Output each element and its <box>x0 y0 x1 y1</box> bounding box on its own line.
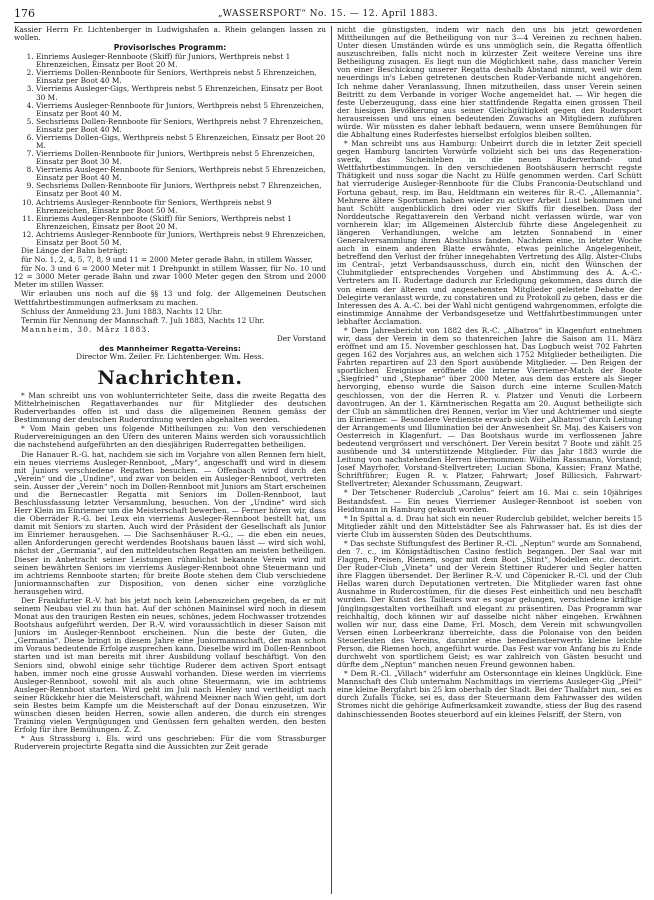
program-item: 3. Vierriems Ausleger-Gigs, Werthpreis nebst 5 Ehrenzeichen, Einsatz per Boot 30 M. <box>36 85 326 101</box>
news-item: * Man schreibt uns aus Hamburg: Unbeirrt durch die in letzter Zeit speciell gegen Hamburg lancirten Vorwürfe vollzieht sich bei uns das Regenerationswerk, das Sicheinleben in die neuen Ruderverband- und Wettfahrtbestimmungen. In den verschiedenen Bootshäusern herrscht regste Thätigkeit und nuss sogar die Nacht zu Hülfe genommen werden. Carl Schütt hat vierruderige Ausleger-Rennboote für die Clubs Franconia-Deutschland und Fortuna gebaut, resp. im Bau, Heldtmann ein weiteres für R.-C. „Allemannia“. Mehrere ältere Sportsmen haben wieder zu activer Arbeit Lust bekommen und baut Schütt augenblicklich drei oder vier Skiffs für dieselben. Dass der Norddeutsche Regattaverein den Verband nicht verlassen würde, war von vornherein klar; im Allgemeinen Alsterclub führte diese Angelegenheit zu längeren Verhandlungen, welche am letzten Sonnabend in einer Generalversammlung ihren Abschluss fanden. Nachdem eine, in letzter Woche auch in einem anderen Blatte erwähnte, etwas peinliche Angelegenheit, betreffend den Verlust der früher innegehabten Vertretung des Allg. Alster-Clubs im Central-, jetzt Verbandsausschuss, durch ein, nicht den Wünschen der Clubmitglieder entsprechendes Vorgehen und Abstimmung des A. A.-C.-Vertreters am II. Rudertage dadurch zur Erledigung gekommen, dass durch die von einem der älteren und angesehensten Mitglieder geleitete Debatte der Delegirte veranlasst wurde, zu constatiren und zu Protokoll zu geben, dass er die Interessen des A. A.-C. bei der Wahl nicht genügend wahrgenommen, erfolgte die einstimmige Annahme der Verbandsgesetze und Wettfahrtbestimmungen unter lebhafter Acclamation. <box>337 139 642 326</box>
program-item: 11. Einriems Ausleger-Rennboote (Skiff) für Seniors, Werthpreis nebst 1 Ehrenzeichen, Einsatz per Boot 20 M. <box>36 215 326 231</box>
course-text: Die Länge der Bahn beträgt: <box>21 246 128 256</box>
news-item: * Dem Jahresbericht von 1882 des R.-C. „Albatros“ in Klagenfurt entnehmen wir, dass der Verein in dem so thatenreichen Jahre die Saison am 11. März eröffnet und am 15. November geschlossen hat. Das Logbuch weist 702 Fahrten gegen 162 des Vorjahres aus, an welchen sich 1752 Mitglieder betheiligten. Die Fahrten repartiren auf 23 den Sport ausübende Mitglieder. — Den Reigen der sportlichen Ereignisse eröffnete die interne Vierriemer-Match der Boote „Siegfried“ und „Stephanie“ über 2000 Meter, aus dem das erstere als Sieger hervorging, ebenso wurde die Saison durch eine interne Scullen-Match geschlossen, von der die Herren R. v. Platzer und Venuti die Lorbeern davontrugen. An der 1. Kärntnerischen Regatta am 20. August betheiligte sich der Club an sämmtlichen drei Rennen, verlor im Vier und Achtriemer und siegte im Einriemer. — Besondere Verdienste erwarb sich der „Albatros“ durch Leitung der Arrangements und Illumination bei der Anwesenheit Sr. Maj. des Kaisers von Oesterreich in Klagenfurt. — Das Bootshaus wurde im verflossenen Jahre bedeutend vergrössert und verschönert. Der Verein besitzt 7 Boote und zählt 25 ausübende und 34 unterstützende Mitglieder. Für das Jahr 1883 wurde die Leitung von nachstehenden Herren übernommen: Wilhelm Rassmann, Vorstand; Josef Mayrhofer, Vorstand-Stellvertreter; Lucian Sbona, Kassier; Franz Mathé, Schriftführer; Eugen R. v. Platzer, Fahrwart; Josef Billicsich, Fahrwart-Stellvertreter; Alexander Schussmann, Zeugwart. <box>337 325 642 489</box>
news-item: * Das sechste Stiftungsfest des Berliner R.-Cl. „Neptun“ wurde am Sonnabend, den 7. c., im Königstädtischen Casino festlich begangen. Der Saal war mit Flaggen, Preisen, Riemen, sogar mit dem Boot „Stint“, Modellen etc. decorirt. Der Ruder-Club „Vineta“ und der Verein Stettiner Ruderer und Segler hatten ihre Flaggen übersendet. Der Berliner R.-V. und Cöpenicker R.-Cl. und der Club Hellas waren durch Deputationen vertreten. Die Mitglieder waren fast ohne Ausnahme in Rudercostümen, für die dieses Fest einheitlich und neu beschafft wurden. Der Kunst des Tailleurs war es sogar gelungen, verschiedene kräftige Jünglingsgestalten vortheilhaft und elegant zu präsentiren. Das Programm war reichhaltig, doch können wir auf dasselbe nicht näher eingehen. Erwähnen wollen wir nur, dass eine Dame, Frl. Mosch, dem Verein mit schwungvollen Versen einen Lorbeerkranz überreichte, dass die Polonaise von den beiden Steuerleuten des Vereins, darunter eine benediensteerwerth kleine leichte Person, die Riemen hoch, angeführt wurde. Das Fest war von Anfang bis zu Ende durchweht von sportlichem Geist; es war zahlreich von Gästen besucht und dürfte dem „Neptun“ manchen neuen Freund gewonnen haben. <box>337 538 642 670</box>
header-rule <box>14 22 642 23</box>
deadline-text: Termin für Nennung der Mannschaft 7. Juli 1883, Nachts 12 Uhr. <box>21 315 265 325</box>
program-item: 9. Sechsriems Dollen-Rennboote für Juniors, Werthpreis nebst 7 Ehrenzeichen, Einsatz per Boot 40 M. <box>36 182 326 198</box>
course-text: für No. 1, 2, 4, 5, 7, 8, 9 und 11 = 2000 Meter gerade Bahn, in stillem Wasser, <box>21 255 313 265</box>
right-column <box>337 26 642 896</box>
news-item: * Aus Strassburg i. Els. wird uns geschrieben: Für die vom Strassburger Ruderverein projectirte Regatta sind die Aussichten zur Zeit gerade <box>14 734 326 752</box>
program-item: 8. Vierriems Ausleger-Rennboote für Seniors, Werthpreis nebst 5 Ehrenzeichen, Einsatz per Boot 40 M. <box>36 166 326 182</box>
program-item: 6. Vierriems Dollen-Gigs, Werthpreis nebst 5 Ehrenzeichen, Einsatz per Boot 20 M. <box>36 134 326 150</box>
vorstand-line: Der Vorstand <box>276 333 326 343</box>
news-item: * Man schreibt uns von wohlunterrichteter Seite, dass die zweite Regatta des Mittelrheinischen Regattaverbandes nur für Mitglieder des deutschen Ruderverbandes offen ist und dass die allgemeinen Rennen gemäss der Bestimmung der deutschen Ruderordnung werden abgehalten werden. <box>14 390 326 425</box>
program-item: 7. Vierriems Dollen-Rennboote für Juniors, Werthpreis nebst 5 Ehrenzeichen, Einsatz per Boot 30 M. <box>36 150 326 166</box>
program-item: 5. Sechsriems Dollen-Rennboote für Seniors, Werthpreis nebst 7 Ehrenzeichen, Einsatz per Boot 40 M. <box>36 118 326 134</box>
page-header <box>14 5 642 21</box>
intro-text: Kassier Herrn Fr. Lichtenberger in Ludwigshafen a. Rhein gelangen lassen zu wollen. <box>14 26 326 43</box>
place-date: Mannheim, 30. März 1883. <box>21 324 151 334</box>
deadline-text: Schluss der Anmeldung 23. Juni 1883, Nachts 12 Uhr. <box>21 306 223 316</box>
program-item: 10. Achtriems Ausleger-Rennboote für Seniors, Werthpreis nebst 9 Ehrenzeichen, Einsatz per Boot 50 M. <box>36 199 326 215</box>
program-list <box>14 53 326 247</box>
news-item: * Dem R.-Cl. „Villach“ widerfuhr am Ostersonntage ein kleines Ungklück. Eine Mannschaft des Club unternahm Nachmittags im vierriems Ausleger-Gig „Pfeil“ eine kleine Bergfahrt bis 25 km oberhalb der Stadt. Bei der Thalfahrt nun, sei es durch Zufalls Tücke, sei es, dass der Steuermann dem Fahrwasser des wilden Stromes nicht die gehörige Aufmerksamkeit zuwandte, stiess der Bug des rasend dahinschiessenden Bootes steuerbord auf ein kleines Felsriff, der Stern, von <box>337 669 642 719</box>
left-column <box>14 26 326 896</box>
program-title: Provisorisches Programm: <box>113 43 227 53</box>
news-item: Die Hanauer R.-G. hat, nachdem sie sich im Vorjahre von allen Rennen fern hielt, ein neues vierriems Ausleger-Rennboot, „Mary“, angeschafft und wird in diesem mit Juniors verschiedene Regatten besuchen. — Offenbach wird durch den „Verein“ und die „Undine“, und zwar von beiden ein Ausleger-Rennboot, vertreten sein. Ausser der „Verein“ noch im Dollen-Rennboot mit Juniors am Start erscheinen und die Bernecastler Regatta mit Seniors im Dollen-Rennboot, laut Beschlussfassung letzter Versammlung, besuchen. Von der „Undine“ wird sich Herr Klein im Einriemer um die Meisterschaft bewerben. — Ferner hören wir, dass die Oberräder R.-G. bei Leux ein vierriems Ausleger-Rennboot bestellt hat, um damit mit Seniors zu starten. Auch wird der Präsident der Gesellschaft als Junior im Einriemer herausgehen. — Die Sachsenhäuser R.-G., — die eben ein neues, allen Anforderungen gerecht werdendes Bootshaus bauen lässt — wird sich wohl, nächst der „Germania“, auf den mitteldeutschen Regatten am meisten betheiligen. Dieser in Anbetracht seiner Leistungen rühmlichst bekannte Verein wird mit seinen bewährten Seniors im vierriems Ausleger-Rennboot ohne Steuermann und im achtriems Rennboote starten; für breite Boote stehen dem Club verschiedene Juniormannschaften zur Disposition, von denen sicher eine vorzügliche herausgehen wird. <box>14 449 326 596</box>
course-text: Wir erlauben uns noch auf die §§ 13 und folg. der Allgemeinen Deutschen Wettfahrtbestimmungen aufmerksam zu machen. <box>14 289 326 307</box>
course-text: für No. 3 und 6 = 2000 Meter mit 1 Drehpunkt in stillem Wasser, für No. 10 und 12 = 3000 Meter gerade Bahn und zwar 1000 Meter gegen den Strom und 2000 Meter im stillen Wasser. <box>14 264 326 290</box>
program-item: 4. Vierriems Ausleger-Rennboote für Juniors, Werthpreis nebst 5 Ehrenzeichen, Einsatz per Boot 40 M. <box>36 102 326 118</box>
news-item: Der Frankfurter R.-V. hat bis jetzt noch kein Lebenszeichen gegeben, da er mit seinem Neubau viel zu thun hat. Auf der schönen Maininsel wird noch in diesem Monat aus den traurigen Resten ein neues, schönes, jedem Hochwasser trotzendes Bootshaus aufgeführt werden. Der R.-V. wird voraussichtlich in dieser Saison mit Juniors im Ausleger-Rennboot erscheinen. Nun die beste der Guten, die „Germania“. Diese bringt in diesem Jahre eine Juniormannschaft, der man schon im Voraus bedeutende Erfolge zusprechen kann. Dieselbe wird im Dollen-Rennboot starten und ist man bereits mit ihrer Ausbildung vollauf beschäftigt. Von den Seniors sind, obwohl einige sehr tüchtige Ruderer dem activen Sport entsagt haben, immer noch eine grosse Auswahl vorhanden. Diese werden im vierriems Ausleger-Rennboot, sowohl mit als auch ohne Steuermann, wie im achtriems Ausleger-Rennboot starten. Wird geht im Juli nach Henley und vertheidigt nach seiner Rückkehr hier die Meisterschaft, während Meixner nach Wien geht, um dort sein Bestes beim Kampfe um die Meisterschaft auf der Donau einzusetzen. Wir wünschen diesen beiden Herren, sowie allen anderen, die durch ein strenges Training vielen Vergnügungen und Genüssen fern gehalten werden, den besten Erfolg für ihre Bemühungen. Z. Z. <box>14 595 326 735</box>
news-item: * In Spittal a. d. Drau hat sich ein neuer Ruderclub gebildet, welcher bereits 15 Mitglieder zählt und den Mittelstädter See als Fahrwasser hat. Es ist dies der vierte Club im äussersten Süden des Deutschthums. <box>337 513 642 539</box>
vorstand-association: des Mannheimer Regatta-Vereins: <box>99 343 241 353</box>
program-item: 12. Achtriems Ausleger-Rennboote für Juniors, Werthpreis nebst 9 Ehrenzeichen, Einsatz per Boot 50 M. <box>36 231 326 247</box>
page-number: 176 <box>14 7 35 20</box>
running-title: „WASSERSPORT“ No. 15. — 12. April 1883. <box>217 9 439 19</box>
news-item: * Vom Main geben uns folgende Mittheilungen zu: Von den verschiedenen Rudervereinigungen an den Ufern des unteren Mains werden sich voraussichtlich die nachstehend aufgeführten an den diesjährigen Ruderregatten betheiligen. <box>14 424 326 450</box>
news-item: nicht die günstigsten, indem wir nach den uns bis jetzt gewordenen Mittheilungen auf die Betheiligung von nur 3—4 Vereinen zu rechnen haben. Unter diesen Umständen würde es uns unmöglich sein, die Regatta öffentlich auszuschreiben, falls nicht noch in kürzester Zeit weitere Vereine uns ihre Betheiligung zusagen. Es liegt nun die Möglichkeit nahe, dass mancher Verein von einer Beschickung unserer Regatta deshalb Abstand nimmt, weil wir dem neuerdings in's Leben getretenen deutschen Ruder-Verbande nicht angehören. Ich nehme daher Veranlassung, Ihnen mitzutheilen, dass unser Verein seinen Beitritt zu dem Verbande in voriger Woche angemeldet hat. — Wir hegen die feste Ueberzeugung, dass eine hier stattfindende Regatta einen grossen Theil der hiesigen Bevölkerung aus seiner Gleichgültigkeit gegen den Rudersport herausreissen und uns einen bedeutenden Zuwachs an Mitgliedern zuführen würde. Wir müssten es daher lebhaft bedauern, wenn unsere Bemühungen für die Abhaltung eines Ruderfestes hierselbst erfolglos bleiben sollten. <box>337 26 642 140</box>
signatories: Director Wm. Zeiler. Fr. Lichtenberger. Wm. Hess. <box>76 351 264 361</box>
section-title: Nachrichten. <box>97 366 243 389</box>
column-divider <box>331 26 332 894</box>
news-item: * Der Tetschener Ruderclub „Carolus“ feiert am 16. Mai c. sein 10jähriges Bestandsfest. — Ein neues Vierriemer Ausleger-Rennboot ist soeben von Heidtmann in Hamburg gekauft worden. <box>337 488 642 514</box>
program-item: 1. Einriems Ausleger-Rennboote (Skiff) für Juniors, Werthpreis nebst 1 Ehrenzeichen, Einsatz per Boot 20 M. <box>36 53 326 69</box>
program-item: 2. Vierriems Dollen-Rennboote für Seniors, Werthpreis nebst 5 Ehrenzeichen, Einsatz per Boot 40 M. <box>36 69 326 85</box>
